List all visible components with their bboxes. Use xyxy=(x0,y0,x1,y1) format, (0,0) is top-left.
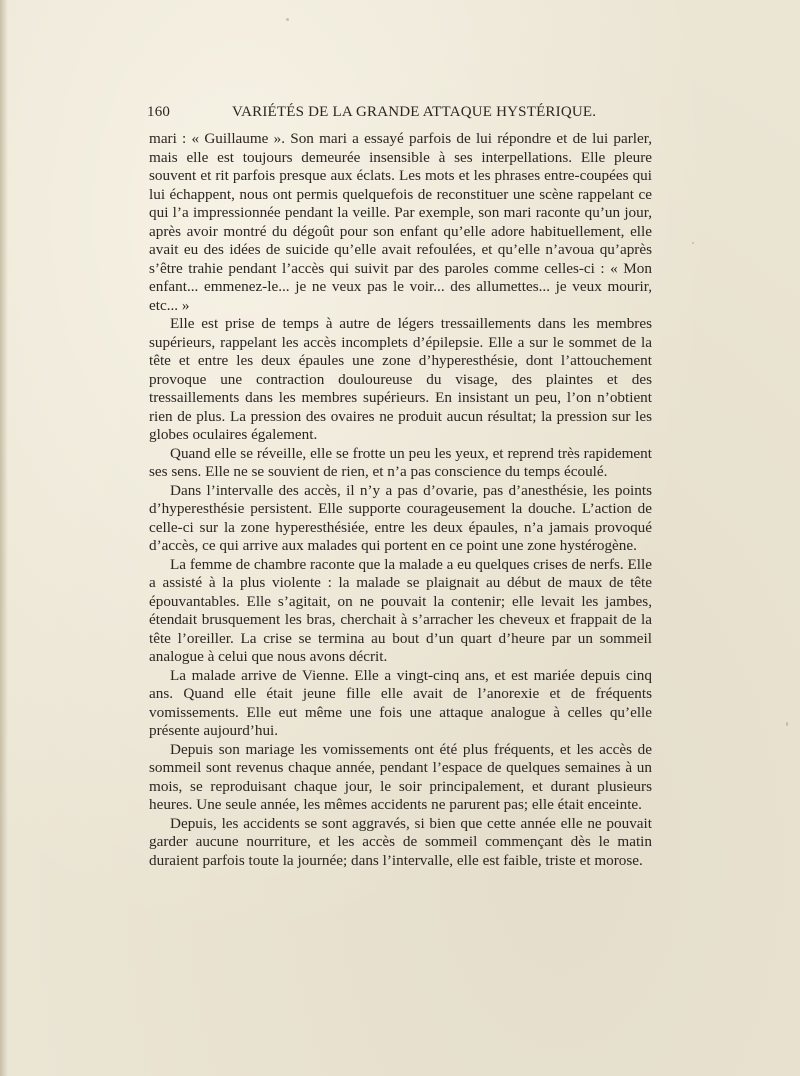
paragraph-continued: mari : « Guillaume ». Son mari a essayé parfois de lui répondre et de lui parler, mais elle est toujours demeurée insensible à ses interpellations. Elle pleure souvent et rit parfois presque aux éclats. Les mots et les phrases entre-coupées qui lui échappent, nous ont permis quelquefois de reconstituer une scène rappelant ce qui l’a impressionnée pendant la veille. Par exemple, son mari raconte qu’un jour, après avoir montré du dégoût pour son enfant qu’elle adore habituellement, elle avait eu des idées de suicide qu’elle avait refoulées, et qu’elle n’avoua qu’après s’être trahie pendant l’accès qui suivit par des paroles comme celles-ci : « Mon enfant... emmenez-le... je ne veux pas le voir... des allumettes... je veux mourir, etc... » xyxy=(149,130,652,314)
paragraph: Dans l’intervalle des accès, il n’y a pas d’ovarie, pas d’anesthésie, les points d’hyperesthésie persistent. Elle supporte courageusement la douche. L’action de celle-ci sur la zone hyperesthésiée, entre les deux épaules, n’a jamais provoqué d’accès, ce qui arrive aux malades qui portent en ce point une zone hystérogène. xyxy=(149,481,652,554)
paper-speck xyxy=(786,722,788,726)
paper-speck xyxy=(692,242,694,244)
body-text xyxy=(149,130,652,870)
running-title: VARIÉTÉS DE LA GRANDE ATTAQUE HYSTÉRIQUE. xyxy=(232,104,597,120)
paragraph: Quand elle se réveille, elle se frotte un peu les yeux, et reprend très rapidement ses sens. Elle ne se souvient de rien, et n’a pas conscience du temps écoulé. xyxy=(149,444,652,480)
page-number: 160 xyxy=(147,104,171,120)
paragraph: Depuis, les accidents se sont aggravés, si bien que cette année elle ne pouvait garder aucune nourriture, et les accès de sommeil commençant dès le matin duraient parfois toute la journée; dans l’intervalle, elle est faible, triste et morose. xyxy=(149,814,652,869)
page-edge-shadow xyxy=(0,0,8,1076)
paragraph: Elle est prise de temps à autre de légers tressaillements dans les membres supérieurs, rappelant les accès incomplets d’épilepsie. Elle a sur le sommet de la tête et entre les deux épaules une zone d’hyperesthésie, dont l’attouchement provoque une contraction douloureuse du visage, des plaintes et des tressaillements dans les membres supérieurs. En insistant un peu, l’on n’obtient rien de plus. La pression des ovaires ne produit aucun résultat; la pression sur les globes oculaires également. xyxy=(149,315,652,443)
paragraph: La malade arrive de Vienne. Elle a vingt-cinq ans, et est mariée depuis cinq ans. Quand elle était jeune fille elle avait de l’anorexie et de fréquents vomissements. Elle eut même une fois une attaque analogue à celles qu’elle présente aujourd’hui. xyxy=(149,666,652,739)
paper-speck xyxy=(286,18,289,21)
page-header xyxy=(147,104,652,126)
paragraph: Depuis son mariage les vomissements ont été plus fréquents, et les accès de sommeil sont revenus chaque année, pendant l’espace de quelques semaines à un mois, se reproduisant chaque jour, le soir principalement, et durant plusieurs heures. Une seule année, les mêmes accidents ne parurent pas; elle était enceinte. xyxy=(149,740,652,813)
paragraph: La femme de chambre raconte que la malade a eu quelques crises de nerfs. Elle a assisté à la plus violente : la malade se plaignait au début de maux de tête épouvantables. Elle s’agitait, on ne pouvait la contenir; elle levait les jambes, étendait brusquement les bras, cherchait à s’arracher les cheveux et frappait de la tête l’oreiller. La crise se termina au bout d’un quart d’heure par un sommeil analogue à celui que nous avons décrit. xyxy=(149,555,652,665)
